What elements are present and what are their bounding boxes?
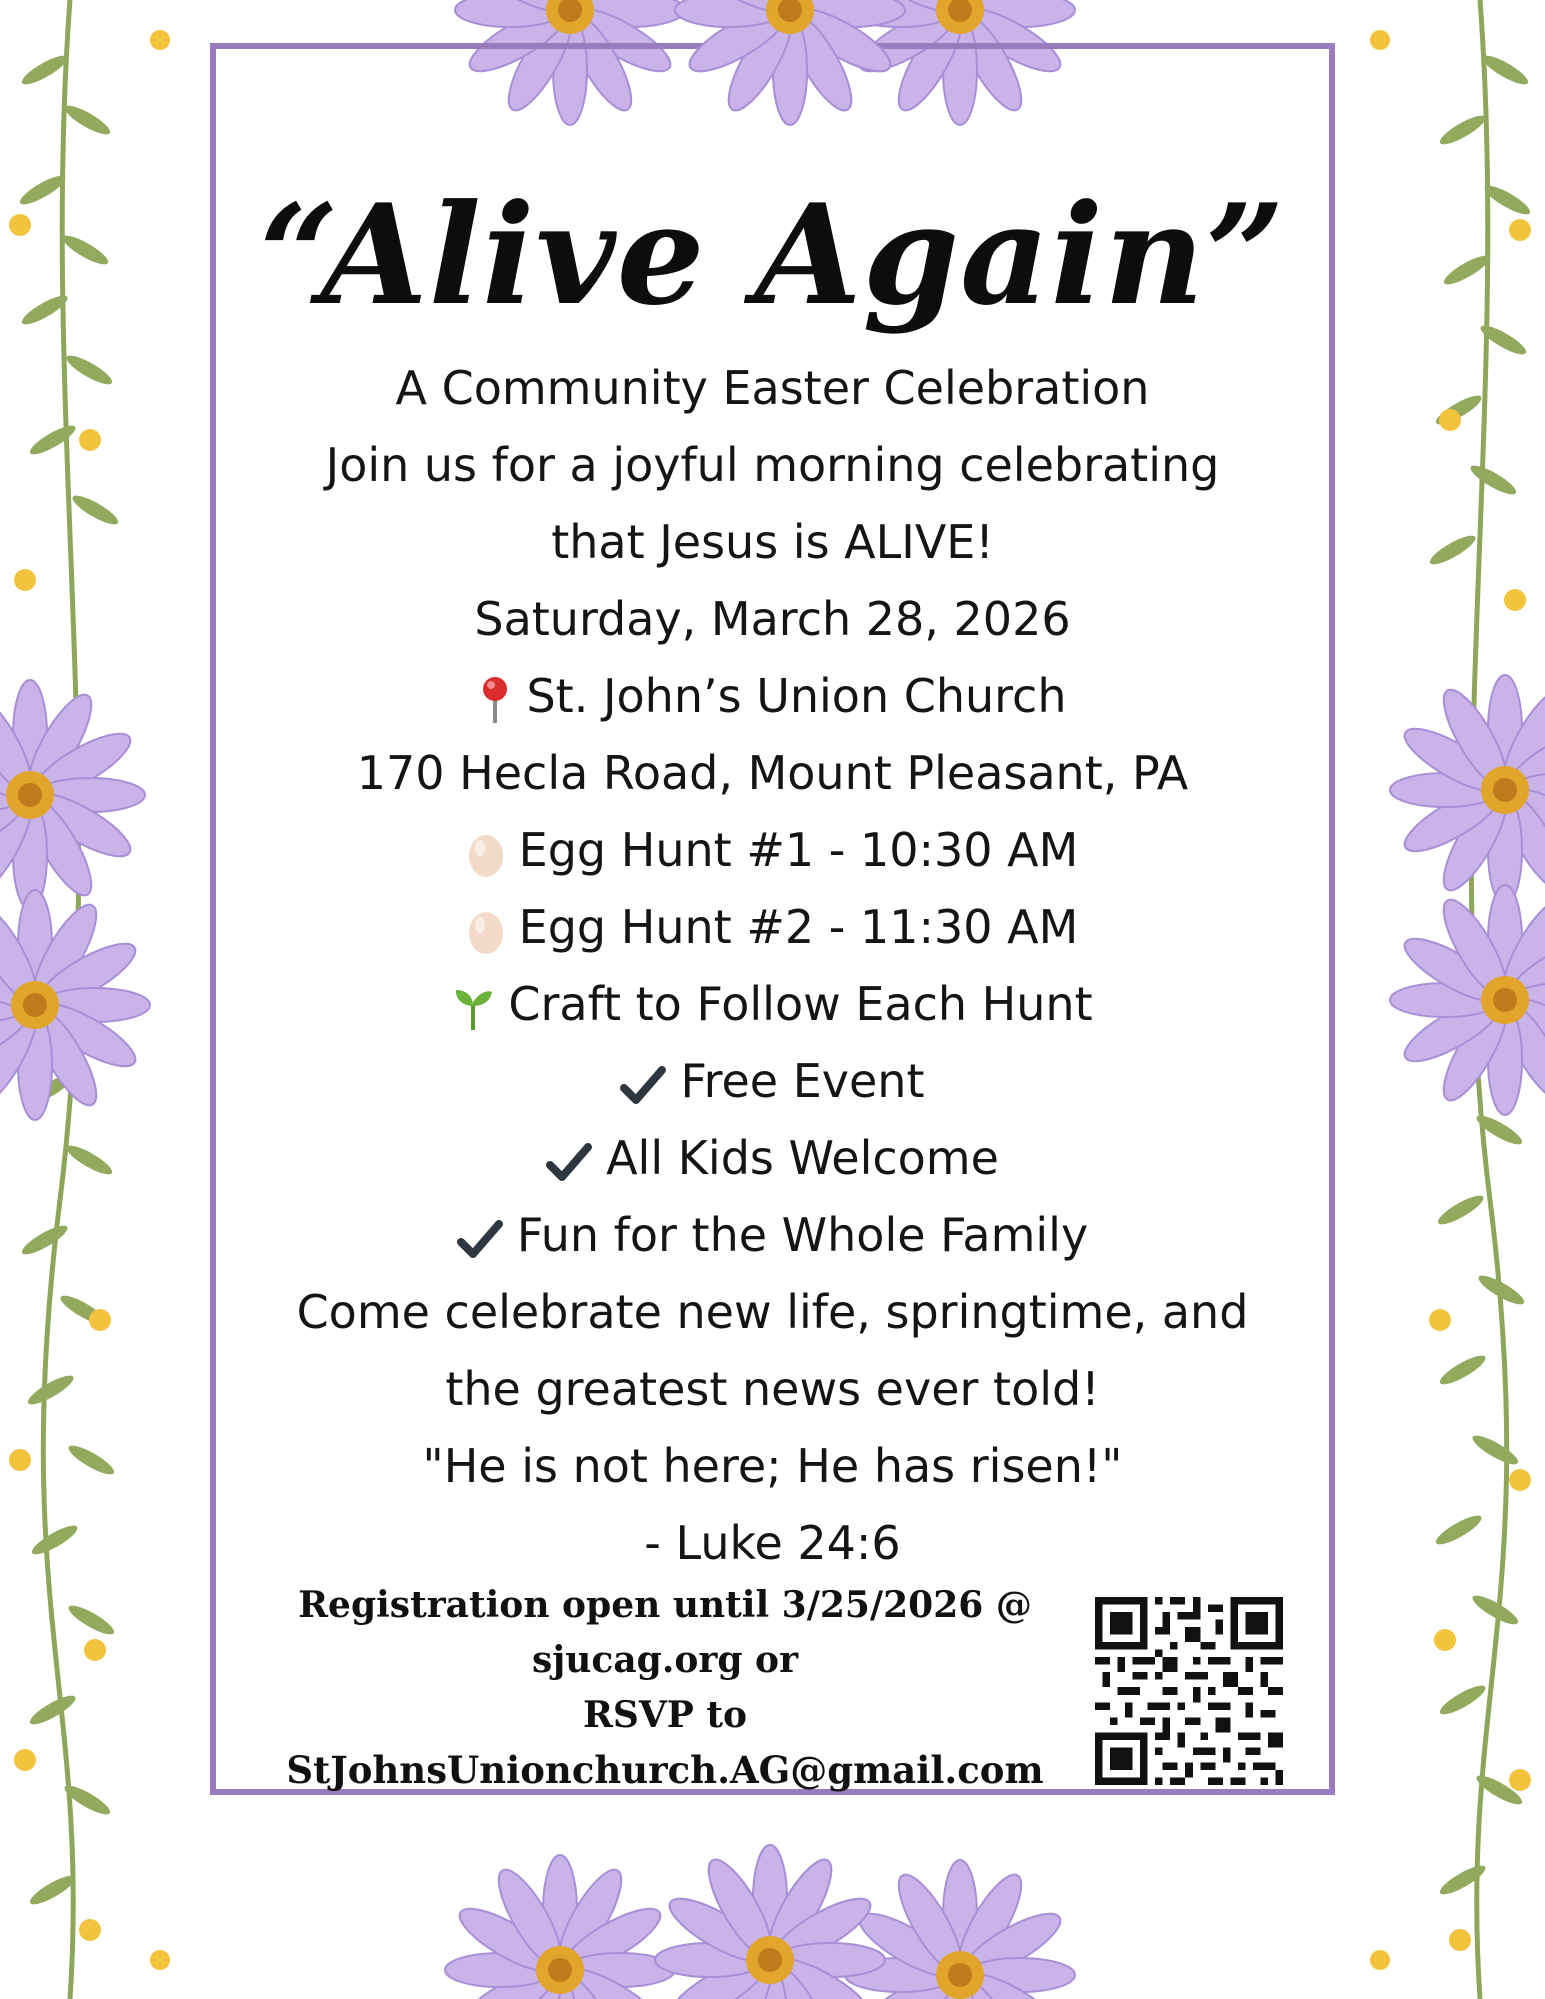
egg-icon: [467, 830, 505, 878]
egg-hunt-2: Egg Hunt #2 - 11:30 AM: [518, 900, 1079, 954]
bible-verse: "He is not here; He has risen!": [422, 1439, 1123, 1493]
craft-line: [230, 966, 1315, 1043]
verse-reference: - Luke 24:6: [644, 1516, 901, 1570]
all-kids-welcome: All Kids Welcome: [606, 1131, 999, 1185]
egg-icon: [467, 907, 505, 955]
rsvp-email[interactable]: StJohnsUnionchurch.AG@gmail.com: [286, 1748, 1044, 1792]
invite-line-2: that Jesus is ALIVE!: [551, 515, 994, 569]
closing-line-1: Come celebrate new life, springtime, and: [296, 1285, 1249, 1339]
event-date: Saturday, March 28, 2026: [474, 592, 1071, 646]
free-event: Free Event: [680, 1054, 925, 1108]
flyer-content: [230, 160, 1315, 1582]
registration-website: sjucag.org or: [531, 1639, 799, 1681]
address: 170 Hecla Road, Mount Pleasant, PA: [356, 746, 1189, 800]
qr-code[interactable]: [1095, 1597, 1283, 1785]
check-line-2: [230, 1120, 1315, 1197]
map-pin-icon: [478, 675, 512, 725]
checkmark-icon: [620, 1064, 666, 1106]
egg-hunt-1: Egg Hunt #1 - 10:30 AM: [518, 823, 1079, 877]
closing-line-2: the greatest news ever told!: [445, 1362, 1100, 1416]
seedling-icon: [452, 984, 494, 1032]
venue-name: St. John’s Union Church: [526, 669, 1067, 723]
registration-info: [270, 1578, 1060, 1798]
registration-deadline: Registration open until 3/25/2026 @: [298, 1584, 1032, 1626]
checkmark-icon: [546, 1141, 592, 1183]
rsvp-label: RSVP to: [582, 1694, 748, 1736]
check-line-3: [230, 1197, 1315, 1274]
invite-line-1: Join us for a joyful morning celebrating: [325, 438, 1220, 492]
check-line-1: [230, 1043, 1315, 1120]
checkmark-icon: [457, 1218, 503, 1260]
egg-hunt-1-line: [230, 812, 1315, 889]
egg-hunt-2-line: [230, 889, 1315, 966]
fun-for-family: Fun for the Whole Family: [516, 1208, 1089, 1262]
subtitle: A Community Easter Celebration: [395, 361, 1150, 415]
craft-text: Craft to Follow Each Hunt: [508, 977, 1093, 1031]
venue-line: [230, 658, 1315, 735]
flyer-title: “Alive Again”: [259, 173, 1286, 336]
